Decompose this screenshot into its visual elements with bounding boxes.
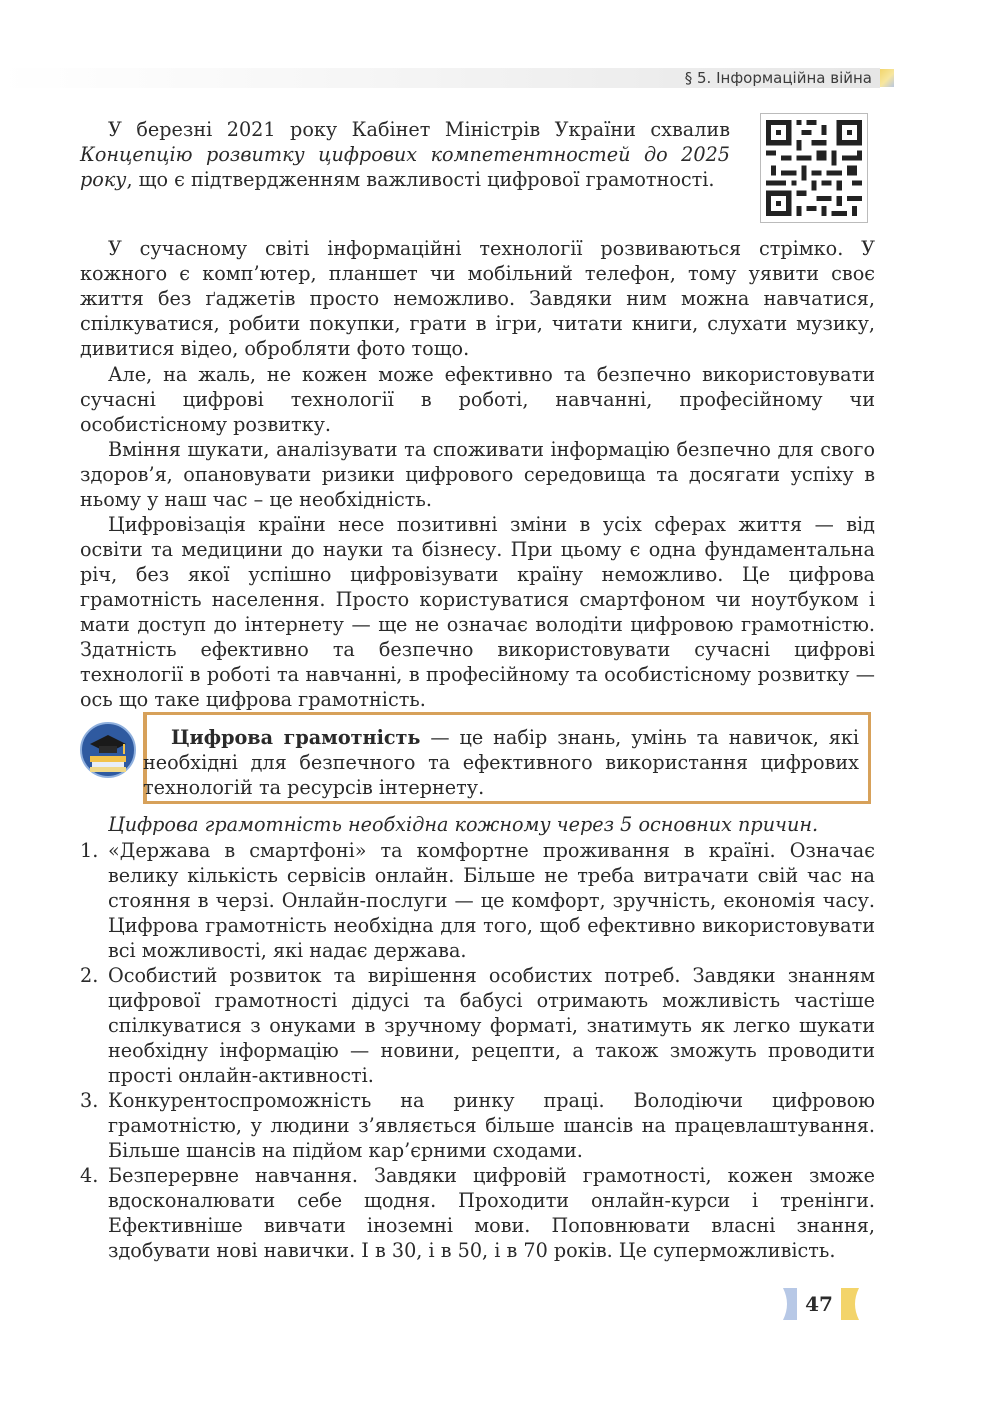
reasons-intro: Цифрова грамотність необхідна кожному через 5 основних причин. [108, 813, 819, 836]
list-item [80, 1088, 875, 1163]
list-number: 1. [80, 839, 99, 862]
intro-paragraph [80, 117, 730, 192]
list-number: 3. [80, 1089, 99, 1112]
qr-code-icon[interactable] [760, 113, 868, 223]
page-number: 47 [805, 1292, 833, 1316]
list-item [80, 838, 875, 963]
definition-body: — це набір знань, умінь та навичок, які необхідні для безпечного та ефективного використання цифрових технологій та ресурсів інтернету. [143, 726, 859, 799]
header-corner-mark [880, 69, 894, 87]
intro-tail: , що є підтвердженням важливості цифрової грамотності. [126, 168, 715, 191]
intro-concept-title: Концепцію розвитку цифрових компетентностей до 2025 року [80, 143, 730, 191]
body-paragraph-2: Але, на жаль, не кожен може ефективно та безпечно використовувати сучасні цифрові технології в роботі, навчанні, професійному чи особистісному розвитку. [80, 363, 875, 436]
chapter-title: § 5. Інформаційна війна [684, 69, 872, 87]
list-text: Безперервне навчання. Завдяки цифровій грамотності, кожен зможе вдосконалювати себе щодня. Проходити онлайн-курси і тренінги. Ефективніше вивчати іноземні мови. Поповнювати власні знання, здобувати нові навички. І в 30, і в 50, і в 70 років. Це суперможливість. [108, 1164, 875, 1262]
list-item [80, 963, 875, 1088]
definition-text [143, 725, 859, 800]
intro-lead: У березні 2021 року Кабінет Міністрів України схвалив [108, 118, 730, 141]
body-paragraph-1: У сучасному світі інформаційні технології розвиваються стрімко. У кожного є комп’ютер, планшет чи мобільний телефон, тому уявити своє життя без ґаджетів просто неможливо. Завдяки ним можна навчатися, спілкуватися, робити покупки, грати в ігри, читати книги, слухати музику, дивитися відео, обробляти фото тощо. [80, 237, 875, 360]
reasons-list [80, 838, 875, 1263]
body-paragraph-4: Цифровізація країни несе позитивні зміни в усіх сферах життя — від освіти та медицини до науки та бізнесу. При цьому є одна фундаментальна річ, без якої успішно цифровізувати країну неможливо. Це цифрова грамотність населення. Просто користуватися смартфоном чи ноутбуком і мати доступ до інтернету — ще не означає володіти цифровою грамотністю. Здатність ефективно та безпечно використовувати сучасні цифрові технології в роботі та навчанні, в професійному та особистісному розвитку — ось що таке цифрова грамотність. [80, 513, 875, 711]
definition-term: Цифрова грамотність [171, 726, 421, 749]
list-text: «Держава в смартфоні» та комфортне проживання в країні. Означає велику кількість сервісів онлайн. Більше не треба витрачати свій час на стояння в черзі. Онлайн-послуги — це комфорт, зручність, економія часу. Цифрова грамотність необхідна для того, щоб ефективно використовувати всі можливості, які надає держава. [108, 839, 875, 962]
list-text: Конкурентоспроможність на ринку праці. Володіючи цифровою грамотністю, у людини з’являється більше шансів на працевлаштування. Більше шансів на підйом кар’єрними сходами. [108, 1089, 875, 1162]
graduation-cap-books-icon [80, 722, 136, 778]
list-number: 2. [80, 964, 99, 987]
page-number-tab [779, 1286, 865, 1322]
list-item [80, 1163, 875, 1263]
list-text: Особистий розвиток та вирішення особистих потреб. Завдяки знанням цифрової грамотності дідусі та бабусі отримають можливість частіше спілкуватися з онуками в зручному форматі, знатимуть як легко шукати необхідну інформацію — новини, рецепти, а також зможуть проводити прості онлайн-активності. [108, 964, 875, 1087]
body-paragraph-3: Вміння шукати, аналізувати та споживати інформацію безпечно для свого здоров’я, опановувати ризики цифрового середовища та досягати успіху в ньому у наш час – це необхідність. [80, 438, 875, 511]
list-number: 4. [80, 1164, 99, 1187]
